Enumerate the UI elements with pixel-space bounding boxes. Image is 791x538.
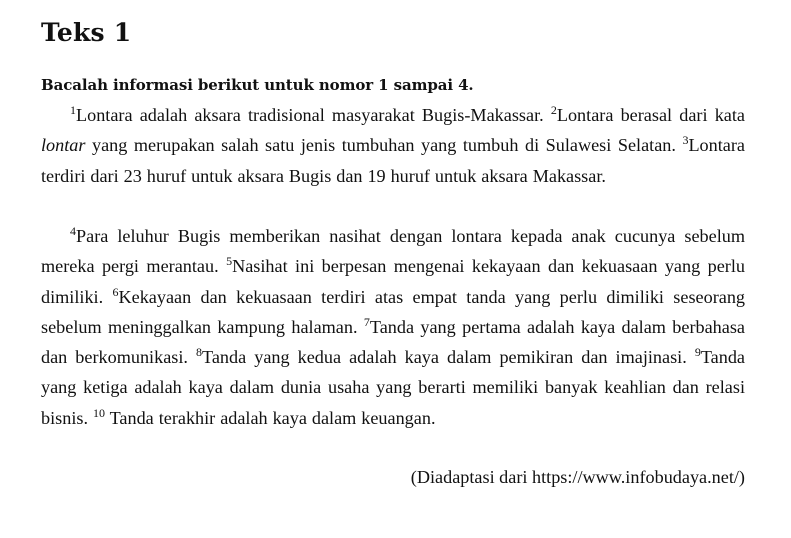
- sentence-9: Tanda yang ketiga adalah kaya dalam dunia usaha yang berarti memiliki banyak keahlian dan relasi bisnis.: [41, 347, 745, 428]
- source-citation: (Diadaptasi dari https://www.infobudaya.net/): [410, 467, 745, 487]
- sentence-1: Lontara adalah aksara tradisional masyarakat Bugis-Makassar.: [76, 105, 551, 125]
- sentence-5: Nasihat ini berpesan mengenai kekayaan dan kekuasaan yang perlu dimiliki.: [41, 256, 745, 307]
- sentence-7: Tanda yang pertama adalah kaya dalam berbahasa dan berkomunikasi.: [41, 316, 745, 368]
- sentence-number-8: 8: [196, 345, 202, 360]
- sentence-number-7: 7: [363, 314, 370, 329]
- page-title: Teks 1: [41, 18, 132, 47]
- sentence-2-part-a: Lontara berasal dari kata: [556, 105, 745, 125]
- sentence-number-9: 9: [694, 345, 701, 360]
- instruction-text: Bacalah informasi berikut untuk nomor 1 sampai 4.: [41, 76, 474, 94]
- sentence-2-italic-word: lontar: [41, 135, 86, 156]
- sentence-number-5: 5: [226, 254, 233, 269]
- sentence-10: Tanda terakhir adalah kaya dalam keuangan.: [104, 407, 436, 428]
- sentence-2-part-b: yang merupakan salah satu jenis tumbuhan yang tumbuh di Sulawesi Selatan.: [85, 135, 683, 156]
- paragraph-2: [41, 221, 745, 433]
- sentence-number-6: 6: [112, 284, 119, 299]
- sentence-4: Para leluhur Bugis memberikan nasihat dengan lontara kepada anak cucunya sebelum mereka pergi merantau.: [41, 226, 745, 277]
- sentence-6: Kekayaan dan kekuasaan terdiri atas empat tanda yang perlu dimiliki seseorang sebelum meninggalkan kampung halaman.: [41, 286, 746, 337]
- sentence-number-10: 10: [92, 405, 105, 420]
- sentence-number-1: 1: [70, 103, 76, 117]
- sentence-number-4: 4: [70, 224, 76, 238]
- paragraph-1: [41, 100, 745, 191]
- sentence-number-2: 2: [550, 103, 557, 117]
- sentence-8: Tanda yang kedua adalah kaya dalam pemikiran dan imajinasi.: [202, 347, 695, 368]
- sentence-3: Lontara terdiri dari 23 huruf untuk aksara Bugis dan 19 huruf untuk aksara Makassar.: [41, 135, 745, 186]
- sentence-number-3: 3: [682, 133, 689, 148]
